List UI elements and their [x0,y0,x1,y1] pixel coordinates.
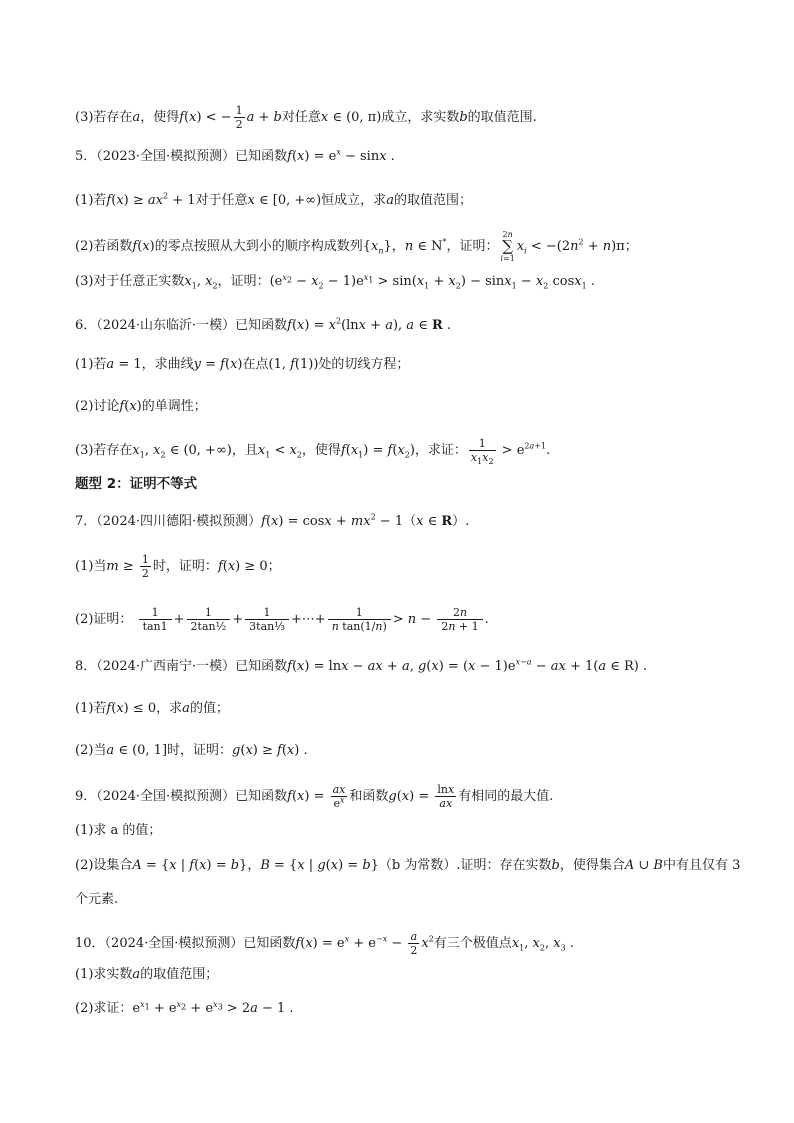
fraction: $\frac{1}{2}$ [235,104,243,131]
q6-part3: (3)若存在$x_1$, $x_2$ ∈ (0, +∞)，且$x_1 < x_2$，使得$f(x_1) = f(x_2)$，求证： $\frac{1}{x_1x_2}$ > $e^{2a+1}$. [75,437,551,467]
fraction: $\frac{1}{x_1x_2}$ [470,437,494,467]
q6-part1: (1)若a = 1，求曲线y = f(x)在点(1, f(1))处的切线方程； [75,357,410,372]
q4-part3: (3)若存在a，使得f(x) < − $\frac{1}{2}$ a + b对任意x ∈ (0, π)成立，求实数b的取值范围. [75,104,537,131]
q10-part1: (1)求实数a的取值范围； [75,967,219,982]
q9-part1: (1)求 a 的值； [75,823,162,838]
q5-part2: (2)若函数f(x)的零点按照从大到小的顺序构成数列$\{x_n\}$，n ∈ N*，证明：2n ∑ $i=1x_i < -(2n^2 + n)\pi$； [75,230,638,263]
q10-stem: 10．（2024·全国·模拟预测）已知函数$f(x) = e^x + e^{-x}$ − $\frac{a}{2}$ $x^2$有三个极值点$x_1$, $x_2$, $x_3$ . [75,930,574,957]
q6-part2: (2)讨论f(x)的单调性； [75,399,207,414]
q5-part3: (3)对于任意正实数$x_1$, $x_2$，证明：$(e^{x_2} - x_2 - 1)e^{x_1} > \sin(x_1 + x_2) - \sin x_1 - x_2$ cosx$_1$ . [75,272,595,291]
summation: 2n ∑ i=1 [500,230,515,263]
q8-part1: (1)若f(x) ≤ 0，求a的值； [75,701,229,716]
q8-part2: (2)当a ∈ (0, 1]时，证明：g(x) ≥ f(x) . [75,743,308,758]
fraction: $\frac{1}{2}$ [141,553,149,580]
section-heading: 题型 2：证明不等式 [75,476,198,492]
q7-stem: 7．（2024·四川德阳·模拟预测）$f(x) = \cos x + mx^2 - 1(x$ ∈ R）. [75,512,470,529]
q7-part1: (1)当m ≥ $\frac{1}{2}$ 时，证明：f(x) ≥ 0； [75,553,281,580]
q5-stem: 5．（2023·全国·模拟预测）已知函数$f(x) = e^x - \sin x$ . [75,147,395,164]
q5-part1: (1)若$f(x) \ge ax^2 + 1$对于任意x ∈ [0, +∞)恒成立，求a的取值范围； [75,191,472,208]
q9-stem: 9．（2024·全国·模拟预测）已知函数f(x) = $\frac{ax}{e^x}$ 和函数g(x) = $\frac{\ln x}{ax}$ 有相同的最大值. [75,783,554,810]
q9-part2-cont: 个元素. [75,892,119,907]
q9-part2: (2)设集合A = {x | f(x) = b}，B = {x | g(x) = b}（b 为常数）.证明：存在实数b，使得集合A ∪ B中有且仅有 3 [75,858,741,873]
q7-part2: (2)证明： $\frac{1}{\tan 1}$ + $\frac{1}{\text{2tan½}}$ + $\frac{1}{\text{3tan⅓}}$ +⋯+ $\frac{1}{\text{n tan(1/n)}}$ > n − $\frac{2n}{2n + 1}$ . [75,606,489,633]
q10-part2: (2)求证：$e^{x_1} + e^{x_2} + e^{x_3} > 2a - 1$ . [75,999,294,1016]
q6-stem: 6．（2024·山东临沂·一模）已知函数$f(x) = x^2(\ln x + a)$, a ∈ R . [75,316,452,333]
q8-stem: 8．（2024·广西南宁·一模）已知函数f(x) = lnx − ax + a, $g(x) = (x - 1)e^{x-a}$ − ax + 1(a ∈ R) . [75,657,648,674]
